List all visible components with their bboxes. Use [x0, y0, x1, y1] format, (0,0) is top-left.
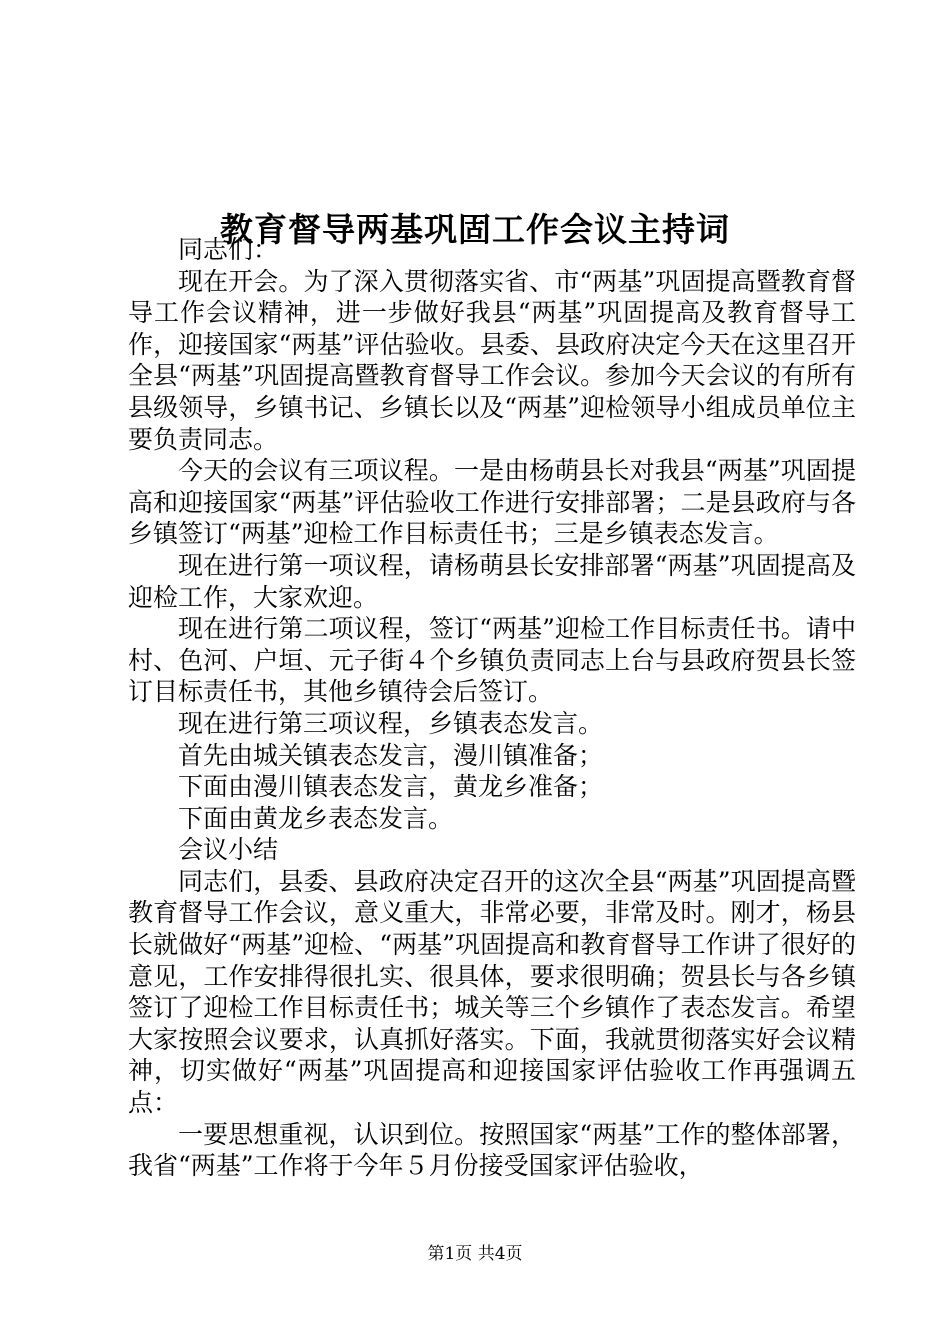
paragraph: 同志们，县委、县政府决定召开的这次全县“两基”巩固提高暨教育督导工作会议，意义重大，非常必要，非常及时。刚才，杨县长就做好“两基”迎检、“两基”巩固提高和教育督导工作讲了很好的意见，工作安排得很扎实、很具体，要求很明确；贺县长与各乡镇签订了迎检工作目标责任书；城关等三个乡镇作了表态发言。希望大家按照会议要求，认真抓好落实。下面，我就贯彻落实好会议精神，切实做好“两基”巩固提高和迎接国家评估验收工作再强调五点：	[128, 866, 856, 1118]
page-indicator: 第1页 共4页	[427, 1244, 523, 1264]
paragraph: 下面由漫川镇表态发言，黄龙乡准备；	[178, 772, 604, 802]
paragraph: 现在进行第一项议程，请杨萌县长安排部署“两基”巩固提高及迎检工作，大家欢迎。	[128, 550, 856, 612]
paragraph: 下面由黄龙乡表态发言。	[178, 803, 454, 833]
paragraph: 现在进行第二项议程，签订“两基”迎检工作目标责任书。请中村、色河、户垣、元子街４个乡镇负责同志上台与县政府贺县长签订目标责任书，其他乡镇待会后签订。	[128, 614, 856, 707]
paragraph: 一要思想重视，认识到位。按照国家“两基”工作的整体部署，我省“两基”工作将于今年５月份接受国家评估验收，	[128, 1119, 856, 1181]
paragraph: 同志们：	[178, 235, 279, 264]
paragraph: 首先由城关镇表态发言，漫川镇准备；	[178, 740, 604, 770]
section-heading: 会议小结	[178, 835, 279, 865]
paragraph: 今天的会议有三项议程。一是由杨萌县长对我县“两基”巩固提高和迎接国家“两基”评估验收工作进行安排部署；二是县政府与各乡镇签订“两基”迎检工作目标责任书；三是乡镇表态发言。	[128, 456, 856, 549]
document-title: 教育督导两基巩固工作会议主持词	[220, 210, 730, 250]
paragraph: 现在开会。为了深入贯彻落实省、市“两基”巩固提高暨教育督导工作会议精神，进一步做好我县“两基”巩固提高及教育督导工作，迎接国家“两基”评估验收。县委、县政府决定今天在这里召开全县“两基”巩固提高暨教育督导工作会议。参加今天会议的有所有县级领导，乡镇书记、乡镇长以及“两基”迎检领导小组成员单位主要负责同志。	[128, 266, 856, 454]
paragraph: 现在进行第三项议程，乡镇表态发言。	[178, 708, 604, 738]
document-body	[128, 234, 856, 1182]
